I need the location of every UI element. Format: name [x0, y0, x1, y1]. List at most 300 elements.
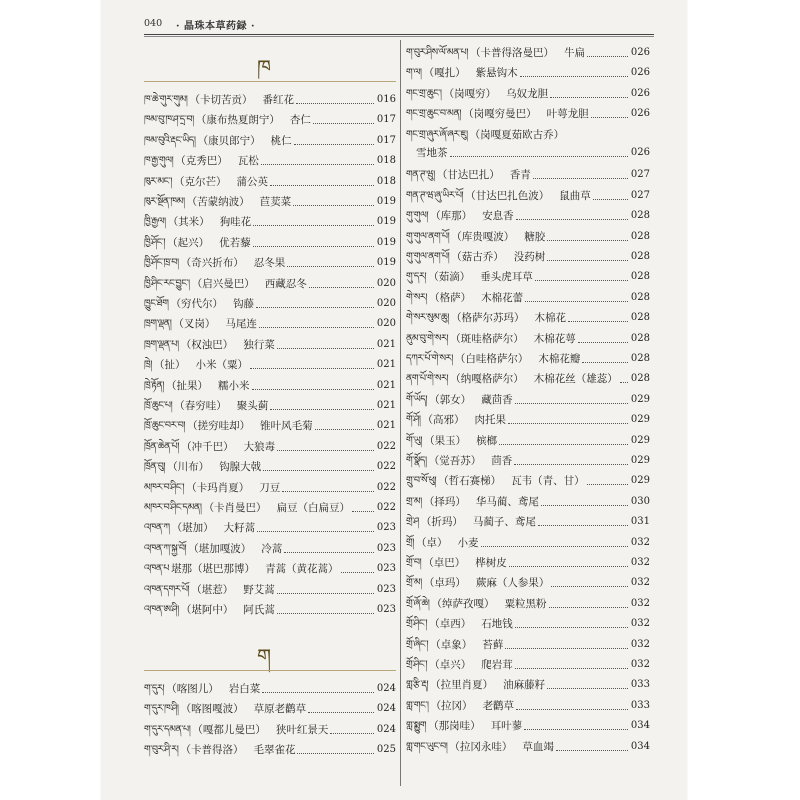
index-entry	[406, 534, 650, 552]
entry-page-number: 028	[630, 353, 650, 364]
dot-leader	[282, 490, 374, 492]
dot-leader	[578, 341, 628, 343]
chinese-name: 毛翠雀花	[253, 744, 296, 757]
index-entry	[406, 330, 650, 348]
dot-leader	[481, 545, 628, 547]
entry-page-number: 020	[376, 318, 396, 330]
dot-leader	[309, 286, 374, 288]
tibetan-term: གླ་སྨྱུག	[406, 720, 427, 732]
index-entry	[144, 356, 396, 374]
transliteration: （康布热夏朗宁）	[195, 114, 280, 127]
chinese-name: 青蒿（黄花蒿）	[265, 563, 339, 576]
transliteration: （堪加嘎波）	[188, 542, 252, 555]
index-entry	[406, 370, 650, 388]
chinese-name: 岩白菜	[228, 683, 261, 695]
dot-leader	[582, 361, 627, 363]
tibetan-term: གླ་གང་ཡུང་བ།	[406, 740, 448, 752]
tibetan-term: གྲོ་ཤིང་།	[406, 618, 428, 630]
chinese-name: 大狼毒	[243, 440, 276, 453]
transliteration: （堪加）	[171, 522, 214, 535]
chinese-name: 石地钱	[481, 618, 513, 631]
index-entry	[406, 513, 650, 531]
dot-leader	[547, 239, 628, 241]
chinese-name: 耳叶蓼	[490, 720, 523, 733]
entry-page-number: 032	[630, 577, 650, 589]
transliteration: （扯果）	[166, 379, 209, 392]
entry-page-number: 024	[376, 683, 396, 694]
index-entry	[144, 234, 396, 252]
dot-leader	[524, 728, 628, 730]
dot-leader	[252, 388, 374, 390]
transliteration: （其米）	[167, 216, 210, 229]
tibetan-term: གོ་ཡུ།	[406, 434, 423, 446]
chinese-name: 鼠曲草	[559, 189, 591, 202]
transliteration: （甘达巴扎色波）	[465, 189, 550, 202]
dot-leader	[315, 428, 374, 430]
transliteration: （斑哇格萨尔）	[450, 332, 524, 345]
dot-leader	[352, 510, 374, 512]
tibetan-term: ཁྲོན་ཆེན་པོ།	[144, 440, 180, 452]
transliteration: （卡肖曼巴）	[203, 502, 267, 514]
dot-leader	[287, 265, 374, 267]
chinese-name: 雪地茶	[416, 146, 448, 159]
tibetan-term: ག་བུར་ཤིས་ལོ་མན་པ།	[406, 47, 469, 58]
index-entry	[406, 85, 650, 103]
chinese-name: 老鹳草	[482, 699, 515, 712]
index-entry	[144, 254, 396, 272]
tibetan-term: ཁ་རྒྱ་གུལ།	[144, 155, 174, 167]
index-entry	[144, 519, 396, 537]
entry-page-number: 022	[376, 440, 396, 452]
entry-page-number: 033	[630, 699, 650, 711]
chinese-name: 桃仁	[270, 134, 292, 147]
index-entry	[406, 676, 650, 694]
entry-page-number: 034	[630, 720, 650, 732]
transliteration: （绰萨孜嘎）	[431, 597, 495, 610]
transliteration: （那岗哇）	[428, 720, 481, 733]
entry-page-number: 023	[376, 604, 396, 615]
dot-leader	[549, 606, 628, 608]
chinese-name: 钩藤	[233, 298, 255, 310]
index-entry	[144, 132, 396, 150]
entry-page-number: 028	[630, 332, 650, 344]
dot-leader	[256, 306, 374, 308]
entry-page-number: 021	[376, 359, 396, 371]
transliteration: （卡普得洛）	[180, 744, 244, 757]
index-entry	[144, 152, 396, 170]
dot-leader	[296, 102, 374, 104]
entry-page-number: 017	[376, 134, 396, 146]
index-entry	[144, 741, 396, 759]
entry-page-number: 026	[630, 67, 650, 79]
chinese-name: 垂头虎耳草	[480, 271, 533, 284]
section-head-ga: ག	[256, 644, 272, 668]
transliteration: （权浊巴）	[180, 338, 234, 351]
index-entry	[144, 458, 396, 476]
index-entry	[144, 721, 396, 739]
transliteration: （哲石赛梯）	[438, 475, 502, 488]
dot-leader	[551, 585, 628, 587]
dot-leader	[514, 463, 628, 465]
index-entry	[406, 228, 650, 246]
transliteration: （拉冈永哇）	[449, 740, 513, 753]
index-entry	[406, 350, 650, 368]
transliteration: （卡切苦贡）	[189, 94, 253, 106]
transliteration: （堪惹）	[191, 583, 234, 596]
entry-page-number: 032	[630, 659, 650, 670]
index-entry	[406, 44, 650, 62]
transliteration: （卓象）	[430, 638, 473, 651]
entry-page-number: 021	[376, 338, 396, 350]
dot-leader	[277, 449, 374, 451]
chinese-name: 大籽蒿	[223, 522, 256, 535]
transliteration: （卓西）	[429, 618, 472, 631]
index-entry	[406, 595, 650, 613]
transliteration: （克尔芒）	[174, 175, 227, 188]
index-entry	[406, 472, 650, 490]
index-entry	[144, 336, 396, 354]
header-rule	[144, 34, 654, 37]
chinese-name: 槟榔	[476, 434, 498, 447]
entry-page-number: 029	[630, 434, 650, 446]
dot-leader	[277, 612, 374, 614]
tibetan-term: གླ་རྩི་རྡ།	[406, 679, 429, 691]
entry-page-number: 020	[376, 298, 396, 309]
dot-leader	[270, 184, 374, 186]
entry-page-number: 026	[630, 108, 650, 120]
transliteration: （喀图嘎波）	[180, 703, 244, 716]
chinese-name: 聚头蓟	[236, 400, 269, 412]
dot-leader	[294, 143, 374, 145]
transliteration: （苦蒙纳波）	[186, 196, 250, 208]
transliteration: （嘎扎）	[423, 67, 466, 80]
tibetan-term: ཁྲག་ལྡན་པ།	[144, 338, 179, 350]
column-divider	[400, 40, 401, 786]
transliteration: （果玉）	[424, 434, 467, 447]
dot-leader	[525, 300, 628, 302]
section-rule	[144, 670, 396, 671]
tibetan-term: གྲེ་ཤ	[406, 516, 419, 528]
transliteration: （克秀巴）	[175, 155, 228, 168]
entry-page-number: 023	[376, 583, 396, 595]
tibetan-term: ག་དུར་ཁ་ཤི།	[144, 703, 179, 715]
chinese-name: 草原老鹳草	[253, 703, 307, 716]
transliteration: （菇古乔）	[451, 251, 504, 263]
tibetan-term: གྲ་མ།	[406, 495, 422, 507]
transliteration: （冲千巴）	[181, 440, 234, 453]
tibetan-term: མཁར་བ་ཤིང་དམན།	[144, 502, 202, 513]
entry-page-number: 023	[376, 563, 396, 575]
dot-leader	[277, 347, 374, 349]
tibetan-term: ཁྲོ་ཆུང་བར་བ།	[144, 420, 186, 432]
entry-page-number: 032	[630, 536, 650, 548]
tibetan-term: གྲོ་བ།	[406, 557, 422, 568]
chinese-name: 番红花	[262, 94, 294, 106]
tibetan-term: གོ་སྣོད།	[406, 455, 427, 466]
tibetan-term: གང་གྲ་ཆུང་བ་མན།	[406, 108, 462, 120]
tibetan-term: གུ་གུལ་ནག་པོ།	[406, 251, 450, 262]
entry-page-number: 023	[376, 542, 396, 554]
dot-leader	[538, 524, 628, 526]
dot-leader	[505, 647, 628, 649]
dot-leader	[253, 224, 374, 226]
transliteration: （喀图儿）	[166, 683, 219, 695]
tibetan-term: གྲོ་ཞིང་།	[406, 638, 429, 650]
transliteration: （搓穷哇却）	[187, 420, 251, 433]
dot-leader	[313, 122, 374, 124]
tibetan-term: ཁྲེ་རྟོན།	[144, 379, 165, 391]
entry-page-number: 022	[376, 461, 396, 473]
index-entry	[406, 289, 650, 307]
tibetan-term: གྲོ་ཤིང་།	[406, 659, 428, 670]
chinese-name: 爬岩茸	[481, 659, 513, 671]
entry-page-number: 028	[630, 210, 650, 222]
transliteration: （川布）	[167, 461, 210, 474]
entry-page-number: 019	[376, 257, 396, 269]
tibetan-term: ནག་པོ་གེ་སར།	[406, 373, 449, 385]
transliteration: （甘达巴扎）	[436, 169, 500, 182]
chinese-name: 刀豆	[259, 481, 281, 494]
chinese-name: 阿氏蒿	[243, 604, 275, 616]
tibetan-term: ཁྲོན་བུ།	[144, 461, 166, 473]
transliteration: （纳嘎格萨尔）	[450, 373, 524, 386]
transliteration: （启兴曼巴）	[191, 277, 255, 290]
entry-page-number: 019	[376, 196, 396, 207]
index-entry	[144, 193, 396, 211]
index-entry	[144, 601, 396, 619]
chinese-name: 马尾连	[225, 318, 257, 331]
entry-page-number: 018	[376, 175, 396, 187]
dot-leader	[556, 749, 628, 751]
entry-page-number: 029	[630, 455, 650, 466]
entry-page-number: 026	[630, 47, 650, 58]
chinese-name: 茴香	[491, 455, 513, 467]
index-entry	[144, 397, 396, 415]
entry-page-number: 027	[630, 169, 650, 181]
index-entry	[144, 295, 396, 313]
dot-leader	[520, 75, 628, 77]
entry-page-number: 032	[630, 618, 650, 630]
transliteration: （拉冈）	[430, 699, 473, 712]
transliteration: （郭女）	[429, 393, 472, 406]
index-entry	[406, 432, 650, 450]
chinese-name: 肉托果	[474, 414, 507, 427]
dot-leader	[515, 402, 628, 404]
dot-leader	[515, 667, 628, 669]
index-entry	[144, 438, 396, 456]
chinese-name: 安息香	[482, 210, 514, 223]
index-entry	[144, 213, 396, 231]
chinese-name: 木棉花瓣	[538, 353, 581, 365]
dot-leader	[509, 565, 628, 567]
transliteration: （折玛）	[420, 516, 463, 529]
book-title: · 晶珠本草药録 ·	[176, 21, 255, 32]
entry-page-number: 021	[376, 379, 396, 391]
chinese-name: 木棉花丝（雄蕊）	[533, 373, 618, 386]
index-entry	[144, 700, 396, 718]
index-entry	[144, 540, 396, 558]
tibetan-term: ཁྱི་རྒྱལ།	[144, 216, 166, 228]
entry-page-number: 028	[630, 291, 650, 303]
index-entry	[144, 315, 396, 333]
entry-page-number: 034	[630, 740, 650, 752]
transliteration: （觉吾苏）	[428, 455, 482, 467]
dot-leader	[515, 626, 628, 628]
tibetan-term: ཁམ་བུ་ཁ་ཤ་དྲ་བ།	[144, 114, 194, 126]
dot-leader	[568, 320, 628, 322]
index-entry	[144, 275, 396, 293]
tibetan-term: གན་ཊ་ཝ་ཞུ་ཡིར་པོ།	[406, 189, 464, 201]
dot-leader	[330, 732, 374, 734]
transliteration: （高邪）	[422, 414, 465, 427]
dot-leader	[508, 422, 628, 424]
index-entry	[144, 680, 396, 698]
transliteration: （库贵嘎波）	[451, 230, 515, 243]
chinese-name: 小米（粟）	[195, 359, 248, 372]
tibetan-term: གེ་སར་སུམ་ཆུ།	[406, 312, 449, 324]
index-entry	[406, 64, 650, 82]
index-entry	[406, 309, 650, 327]
tibetan-term: གང་གྲ་ཞུར་ཞོ་ཞར་ཇུ།	[406, 128, 468, 140]
tibetan-term: འཁན་པ	[144, 563, 170, 575]
chinese-name: 草血竭	[522, 740, 554, 753]
chinese-name: 钩腺大戟	[219, 461, 262, 474]
chinese-name: 蒲公英	[236, 175, 269, 188]
index-entry	[144, 417, 396, 435]
tibetan-term: གེ་སར།	[406, 291, 428, 303]
entry-page-number: 032	[630, 597, 650, 609]
index-entry	[406, 207, 650, 225]
transliteration: （嘎都儿曼巴）	[192, 723, 266, 736]
tibetan-term: འཁན་ཨ་ཤི།	[144, 604, 179, 615]
tibetan-term: ཁྱི་ཤོང་།	[144, 236, 166, 248]
tibetan-term: གྲོ།	[406, 536, 414, 548]
chinese-name: 粟粒黑粉	[504, 597, 547, 610]
transliteration: （起兴）	[167, 236, 210, 249]
entry-page-number: 033	[630, 679, 650, 691]
entry-page-number: 028	[630, 373, 650, 385]
dot-leader	[593, 198, 628, 200]
transliteration: （岗嘎穷曼巴）	[463, 108, 537, 121]
dot-leader	[547, 259, 628, 261]
dot-leader	[270, 408, 374, 410]
entry-page-number: 028	[630, 230, 650, 242]
chinese-name: 糯小米	[218, 379, 250, 392]
tibetan-term: གོ་ཡོད།	[406, 393, 428, 405]
tibetan-term: ཁུར་མང་།	[144, 175, 173, 187]
tibetan-term: ག་བུར་ཤི་ར།	[144, 744, 179, 756]
index-entry	[406, 738, 650, 756]
index-entry	[144, 499, 396, 517]
tibetan-term: ཁྲེ།	[144, 359, 152, 371]
index-entry	[144, 581, 396, 599]
transliteration: （拉里肖夏）	[430, 679, 494, 692]
tibetan-term: དཀར་པོ་གེ་སར།	[406, 353, 453, 364]
dot-leader	[250, 367, 374, 369]
dot-leader	[259, 326, 374, 328]
dot-leader	[262, 691, 374, 693]
transliteration: （茹滴）	[428, 271, 471, 284]
dot-leader	[620, 381, 628, 383]
entry-page-number: 024	[376, 723, 396, 735]
tibetan-term: གླ་གང་།	[406, 699, 429, 711]
tibetan-term: ག་ལ།	[406, 67, 422, 79]
tibetan-term: ཁྱི་ཤིང་རང་བྱུང་།	[144, 277, 190, 289]
tibetan-term: ཁ་ཆེ་གུར་གུམ།	[144, 94, 188, 105]
chinese-name: 苔藓	[482, 638, 504, 651]
transliteration: （岗嘎夏茹欧古乔）	[469, 128, 565, 141]
chinese-name: 蕨麻（人参果）	[475, 577, 550, 590]
index-entry	[406, 187, 650, 205]
dot-leader	[341, 571, 374, 573]
transliteration: （卡普得洛曼巴）	[470, 47, 555, 59]
entry-page-number: 019	[376, 216, 396, 228]
entry-page-number: 027	[630, 189, 650, 201]
chinese-name: 西藏忍冬	[264, 277, 307, 290]
index-entry	[144, 377, 396, 395]
entry-page-number: 028	[630, 312, 650, 324]
dot-leader	[533, 177, 628, 179]
entry-page-number: 022	[376, 481, 396, 493]
chinese-name: 杏仁	[289, 114, 311, 127]
dot-leader	[253, 245, 374, 247]
entry-page-number: 029	[630, 475, 650, 487]
tibetan-term: ཁུར་སྔོན་ཁམ།	[144, 196, 185, 207]
transliteration: （卓）	[416, 536, 448, 549]
chinese-name: 小麦	[457, 536, 479, 549]
dot-leader	[293, 204, 374, 206]
dot-leader	[297, 752, 373, 754]
dot-leader	[535, 279, 628, 281]
transliteration: （穷代尔）	[170, 298, 224, 310]
transliteration: （库那）	[430, 210, 473, 223]
dot-leader	[591, 116, 628, 118]
tibetan-term: ཁྱུང་ཐོག	[144, 298, 169, 309]
chinese-name: 瓦松	[237, 155, 259, 168]
entry-page-number: 029	[630, 414, 650, 426]
chinese-name: 油麻藤籽	[503, 679, 546, 692]
transliteration: （卓巴）	[423, 557, 466, 569]
index-entry	[406, 105, 650, 123]
tibetan-term: གུ་དར།	[406, 271, 427, 283]
tibetan-term: གན་ཊ་ཝུ།	[406, 169, 435, 181]
entry-page-number: 025	[376, 744, 396, 756]
tibetan-term: འཁན་ཀ	[144, 522, 170, 534]
index-entry	[406, 391, 650, 409]
tibetan-term: ག་དུར་དམན་པ།	[144, 723, 191, 735]
transliteration: （堪阿中）	[180, 604, 234, 616]
chinese-name: 藏茴香	[481, 393, 513, 406]
chinese-name: 野艾蒿	[243, 583, 275, 596]
index-entry	[406, 268, 650, 286]
index-entry	[406, 717, 650, 735]
transliteration: （奇兴折布）	[180, 257, 244, 270]
index-entry	[406, 411, 650, 429]
tibetan-term: ཁྱི་ཤོང་ཁྲ་བ།	[144, 257, 179, 269]
dot-leader	[550, 96, 628, 98]
transliteration: （康贝郎宁）	[197, 134, 261, 147]
tibetan-term: གྲོ་མ།	[406, 577, 422, 589]
dot-leader	[499, 443, 628, 445]
entry-page-number: 032	[630, 557, 650, 568]
tibetan-term: ག་དུར།	[144, 683, 165, 694]
chinese-name: 苣荬菜	[259, 196, 292, 208]
dot-leader	[277, 592, 374, 594]
dot-leader	[587, 483, 628, 485]
chinese-name: 香青	[509, 169, 531, 182]
entry-page-number: 030	[630, 495, 650, 507]
tibetan-term: གང་གྲ་ཆུང་།	[406, 87, 442, 99]
